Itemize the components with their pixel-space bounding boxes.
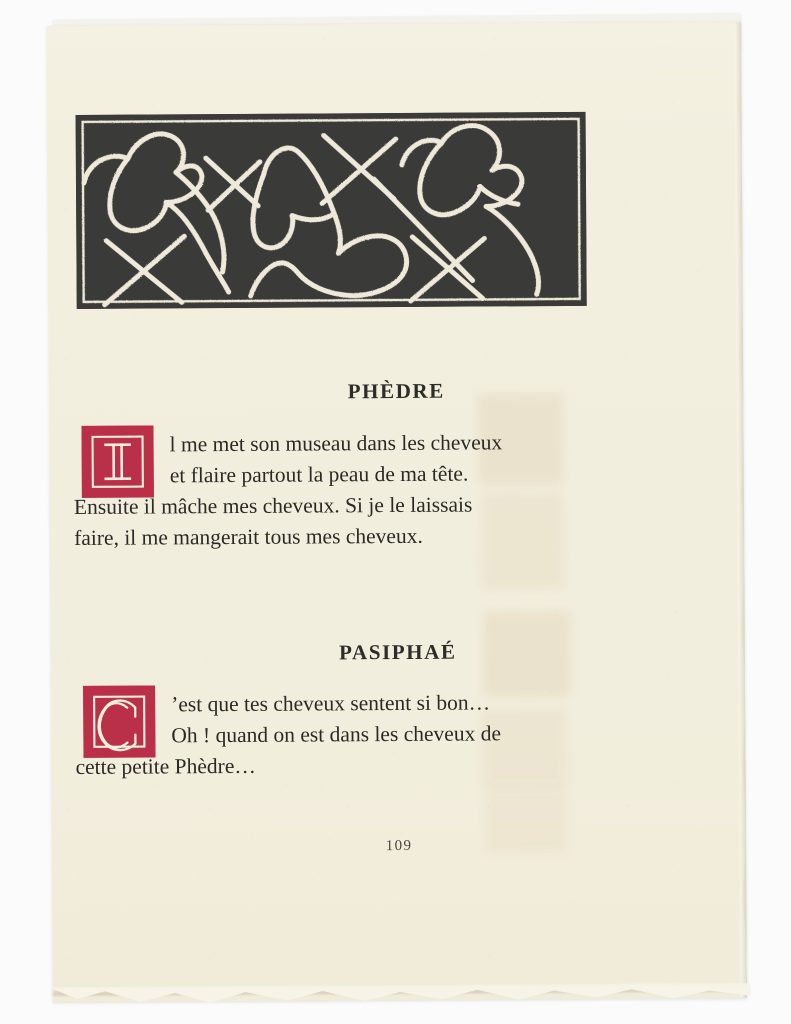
section-heading-phedre: PHÈDRE [347,378,445,404]
paragraph-line: Ensuite il mâche mes cheveux. Si je le laissais [73,492,473,519]
paragraph-pasiphae [75,687,546,783]
paragraph-line: ’est que tes cheveux sentent si bon… [171,690,491,717]
paragraph-phedre [73,427,544,554]
paragraph-line: l me met son museau dans les cheveux [169,430,503,457]
paragraph-line: et flaire partout la peau de ma tête. [169,461,469,488]
folio-page-number: 109 [385,837,413,855]
paragraph-line: cette petite Phèdre… [75,753,256,779]
paragraph-line: Oh ! quand on est dans les cheveux de [171,721,502,748]
paragraph-line: faire, il me mangerait tous mes cheveux. [74,523,423,550]
paper-sheet [47,22,747,1002]
ivy-leaves-woodcut [76,112,587,309]
section-heading-pasiphae: PASIPHAÉ [339,639,457,665]
